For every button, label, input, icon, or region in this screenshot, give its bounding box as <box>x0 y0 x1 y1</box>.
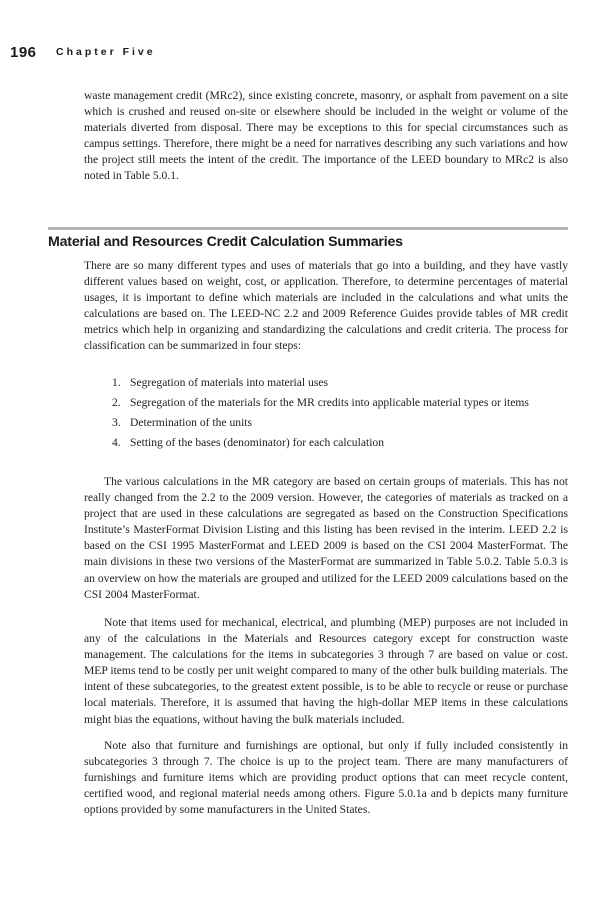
list-item-number: 4. <box>112 436 121 450</box>
steps-list <box>112 375 568 451</box>
list-item-number: 1. <box>112 376 121 389</box>
list-item <box>112 395 568 411</box>
body-paragraph-materials-groups: The various calculations in the MR category are based on certain groups of materials. This has not really changed from the 2.2 to the 2009 version. However, the categories of materials as tracked on a project that are used in these calculations are segregated as based on the Construction Specifications Institute’s MasterFormat Division Listing and this listing has been revised in the interim. LEED 2.2 is based on the CSI 1995 MasterFormat and LEED 2009 is based on the CSI 2004 MasterFormat. The main divisions in these two versions of the MasterFormat are summarized in Table 5.0.2. Table 5.0.3 is an overview on how the materials are grouped and utilized for the LEED 2009 calculations based on the CSI 2004 MasterFormat. <box>84 475 568 601</box>
list-item-text: Segregation of the materials for the MR credits into applicable material types or items <box>130 396 529 410</box>
section-divider <box>48 227 568 230</box>
list-item-text: Setting of the bases (denominator) for each calculation <box>130 436 385 450</box>
page-number: 196 <box>10 44 37 61</box>
body-paragraph-furniture: Note also that furniture and furnishings are optional, but only if fully included consistently in subcategories 3 through 7. The choice is up to the project team. There are many manufacturers of furnishings and furniture items which are providing product options that can meet recycle content, certified wood, and regional material needs among others. Figure 5.0.1a and b depicts many furniture options provided by some manufacturers in the United States. <box>84 739 568 817</box>
list-item-number: 2. <box>112 396 121 410</box>
list-item <box>112 375 568 391</box>
section-lead-paragraph: There are so many different types and uses of materials that go into a building, and they have vastly different values based on weight, cost, or application. Therefore, to determine percentages of material usages, it is important to define which materials are included in the calculations and what units the calculations are based on. The LEED-NC 2.2 and 2009 Reference Guides provide tables of MR credit metrics which help in organizing and standardizing the calculations and credit criteria. The process for classification can be summarized in four steps: <box>84 259 568 353</box>
list-item-text: Determination of the units <box>130 416 253 430</box>
body-paragraph-mep: Note that items used for mechanical, electrical, and plumbing (MEP) purposes are not included in any of the calculations in the Materials and Resources category except for construction waste management. The calculations for the items in subcategories 3 through 7 are based on value or cost. MEP items tend to be costly per unit weight compared to many of the other bulk building materials. The intent of these subcategories, to the greatest extent possible, is to be able to recycle or reuse or purchase local materials. Therefore, it is assumed that having the high-dollar MEP items in these calculations might bias the equations, without having the bulk materials included. <box>84 616 568 726</box>
list-item <box>112 415 568 431</box>
section-heading: Material and Resources Credit Calculation Summaries <box>48 234 403 250</box>
list-item-number: 3. <box>112 416 121 430</box>
list-item <box>112 435 568 451</box>
chapter-title: Chapter Five <box>56 46 156 58</box>
intro-paragraph: waste management credit (MRc2), since existing concrete, masonry, or asphalt from pavement on a site which is crushed and reused on-site or elsewhere should be included in the weight or volume of the materials diverted from disposal. There may be exceptions to this for special circumstances such as campus settings. Therefore, there might be a need for narratives describing any such variations and how the project still meets the intent of the credit. The importance of the LEED boundary to MRc2 is also noted in Table 5.0.1. <box>84 89 568 183</box>
list-item-text: Segregation of materials into material uses <box>130 376 328 389</box>
